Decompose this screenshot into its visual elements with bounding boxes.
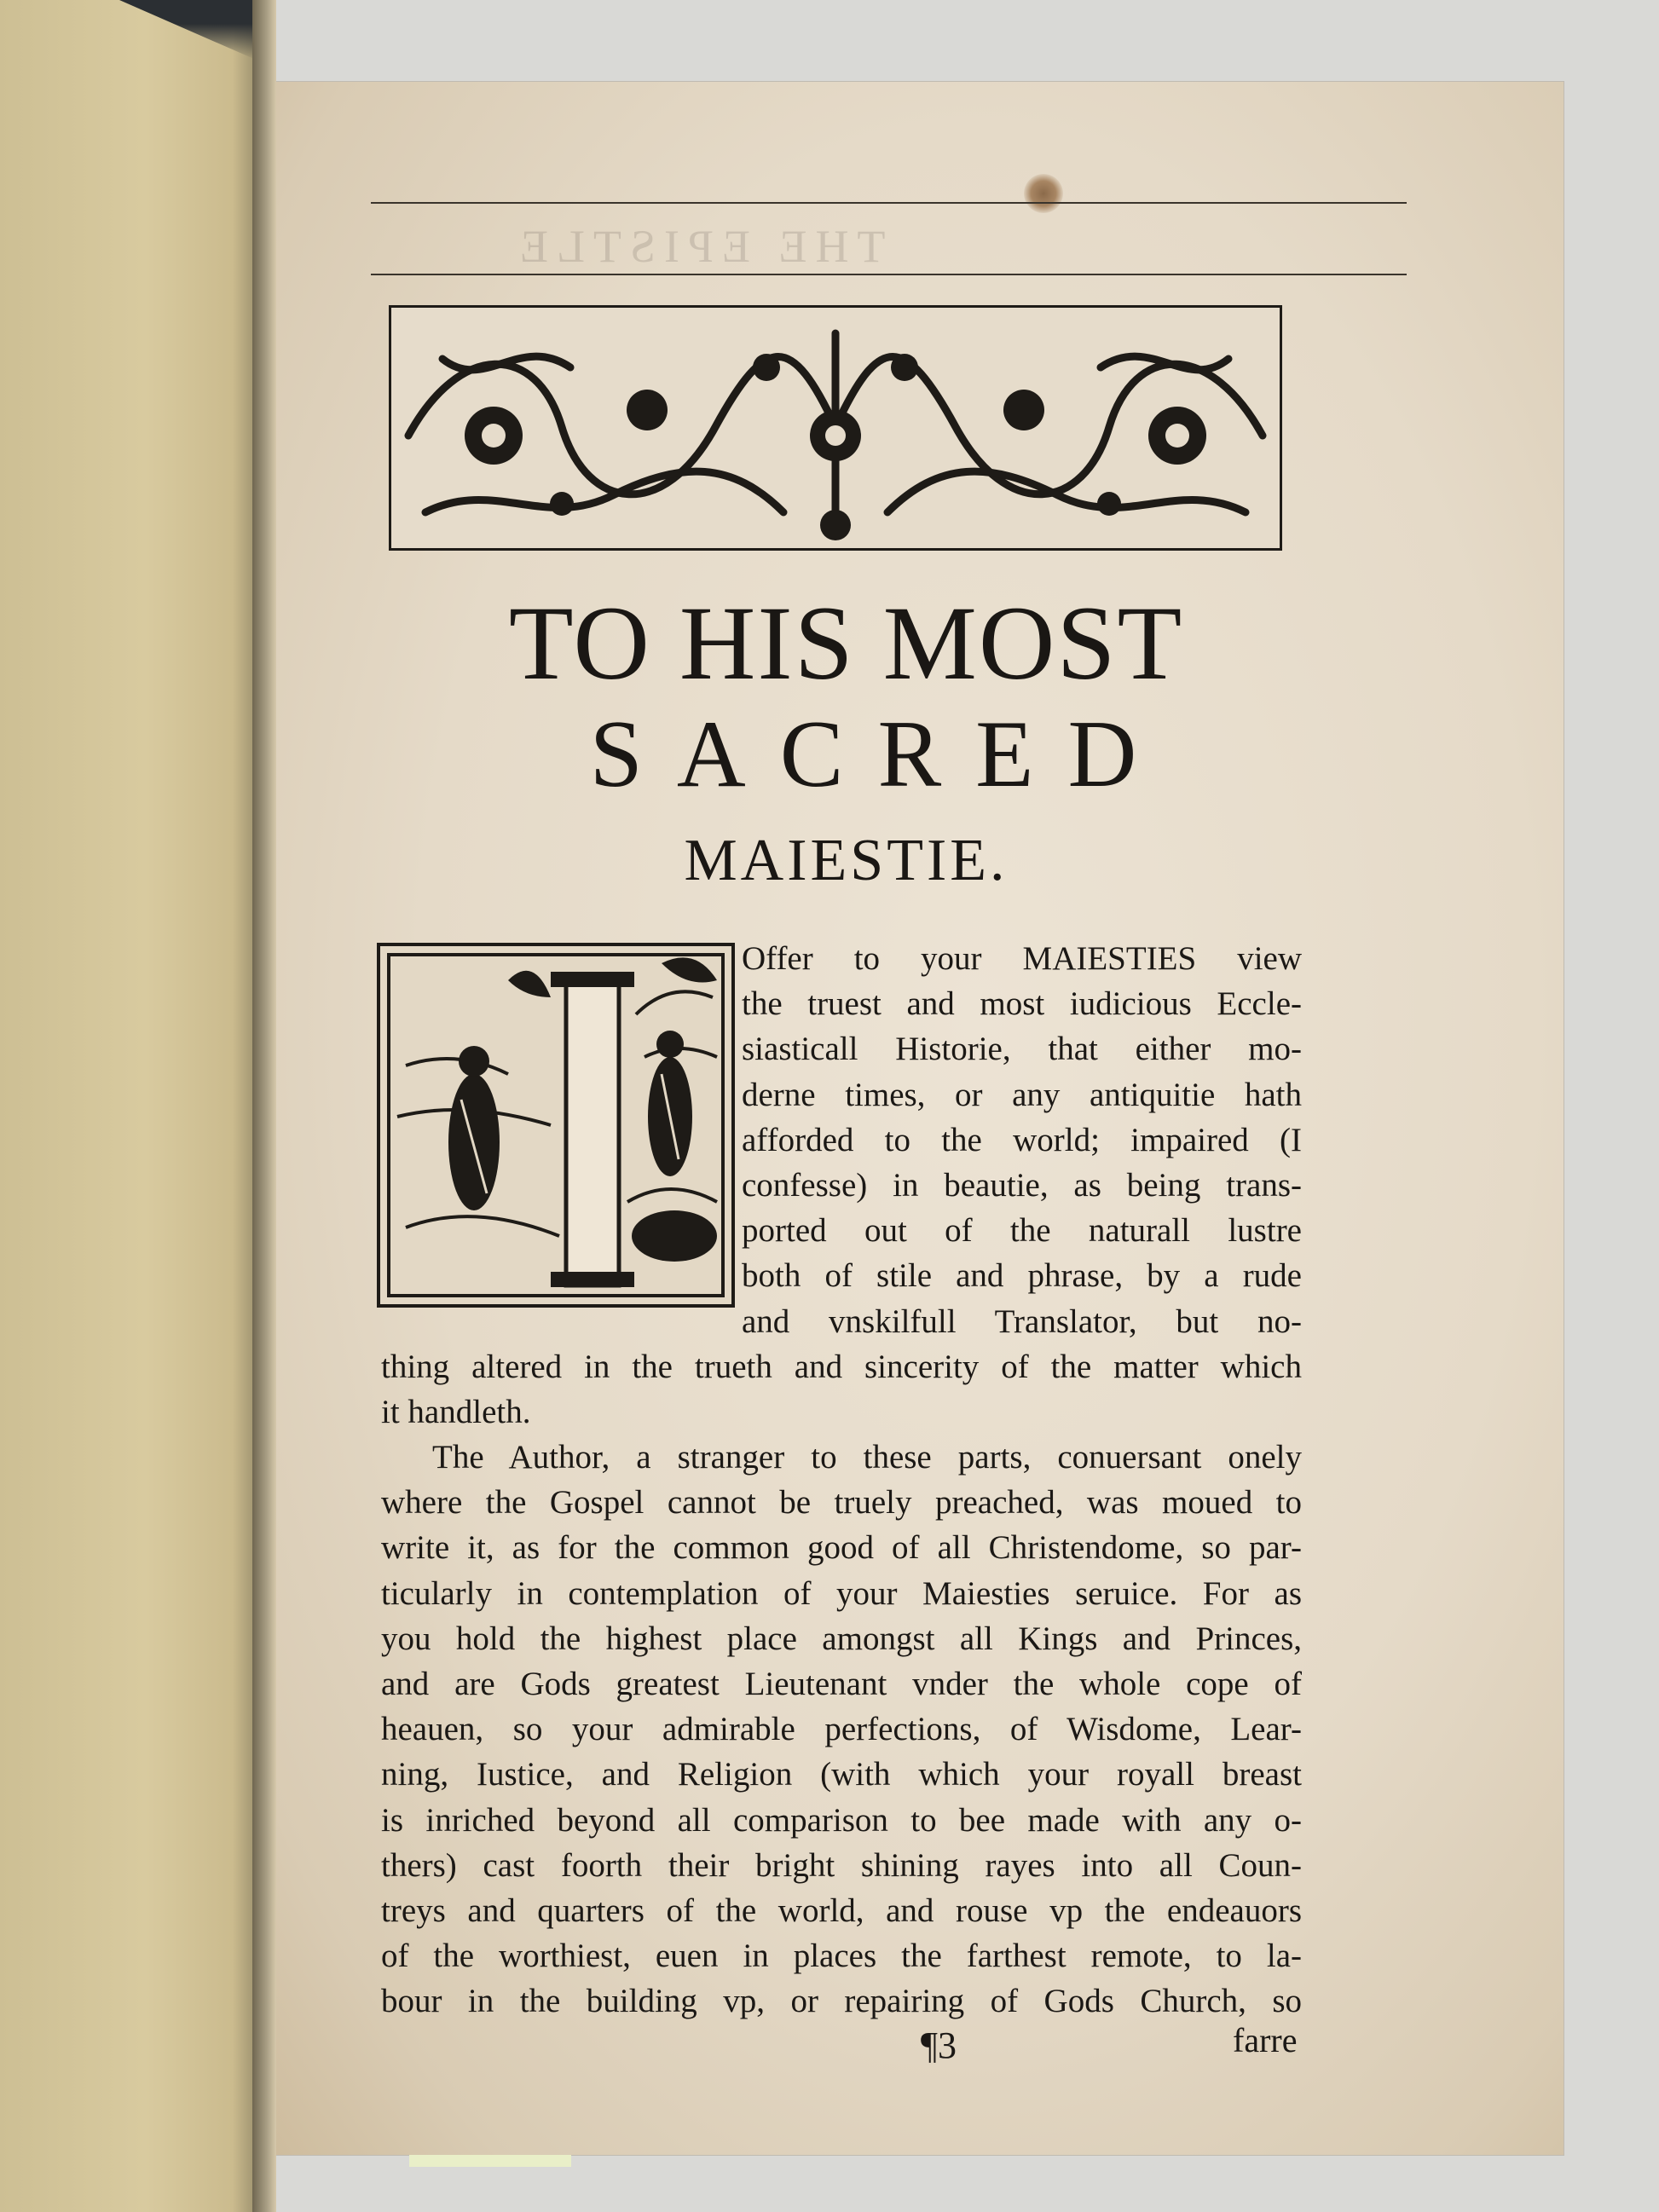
body-text <box>381 936 1302 2024</box>
catchword: farre <box>1233 2021 1298 2059</box>
gutter-shadow <box>252 0 276 2212</box>
left-endpaper <box>0 0 264 2212</box>
title-line-3: MAIESTIE. <box>684 828 1009 893</box>
text-line: you hold the highest place amongst all Kings and Princes, <box>381 1620 1302 1657</box>
text-line: write it, as for the common good of all Christendome, so par- <box>381 1529 1302 1567</box>
header-rule-bottom <box>371 274 1407 275</box>
text-line: the truest and most iudicious Eccle- <box>742 985 1302 1023</box>
text-line: confesse) in beautie, as being trans- <box>742 1166 1302 1204</box>
floral-ornament-icon <box>391 308 1280 548</box>
text-line: afforded to the world; impaired (I <box>742 1121 1302 1158</box>
text-line: where the Gospel cannot be truely preached, was moued to <box>381 1484 1302 1522</box>
text-line: and vnskilfull Translator, but no- <box>742 1302 1302 1340</box>
text-line: it handleth. <box>381 1393 531 1430</box>
text-line: and are Gods greatest Lieutenant vnder the whole cope of <box>381 1666 1302 1702</box>
text-line: ning, Iustice, and Religion (with which your royall breast <box>381 1756 1302 1793</box>
signature-mark: ¶3 <box>921 2024 957 2066</box>
show-through-text: THE EPISTLE <box>512 221 886 272</box>
text-line: The Author, a stranger to these parts, conuersant onely <box>432 1439 1302 1476</box>
header-rule-top <box>371 202 1407 204</box>
text-line: bour in the building vp, or repairing of Gods Church, so <box>381 1983 1302 2020</box>
page-tab <box>409 2155 571 2167</box>
text-line: siasticall Historie, that either mo- <box>742 1031 1302 1068</box>
text-line: ported out of the naturall lustre <box>742 1212 1302 1250</box>
text-line: both of stile and phrase, by a rude <box>742 1257 1302 1295</box>
text-line: of the worthiest, euen in places the farthest remote, to la- <box>381 1938 1302 1975</box>
ink-stain <box>1024 174 1063 213</box>
ornamental-headpiece <box>389 305 1282 551</box>
text-line: heauen, so your admirable perfections, of Wisdome, Lear- <box>381 1711 1302 1748</box>
text-line: Offer to your MAIESTIES view <box>742 940 1302 977</box>
text-line: is inriched beyond all comparison to bee made with any o- <box>381 1801 1302 1839</box>
text-line: ticularly in contemplation of your Maiesties seruice. For as <box>381 1574 1302 1612</box>
text-line: derne times, or any antiquitie hath <box>742 1076 1302 1113</box>
text-line: thers) cast foorth their bright shining rayes into all Coun- <box>381 1846 1302 1884</box>
title-line-2: SACRED <box>589 702 1171 807</box>
title-line-1: TO HIS MOST <box>508 585 1184 702</box>
text-line: treys and quarters of the world, and rouse vp the endeauors <box>381 1891 1302 1929</box>
text-line: thing altered in the trueth and sincerity of the matter which <box>381 1348 1302 1385</box>
